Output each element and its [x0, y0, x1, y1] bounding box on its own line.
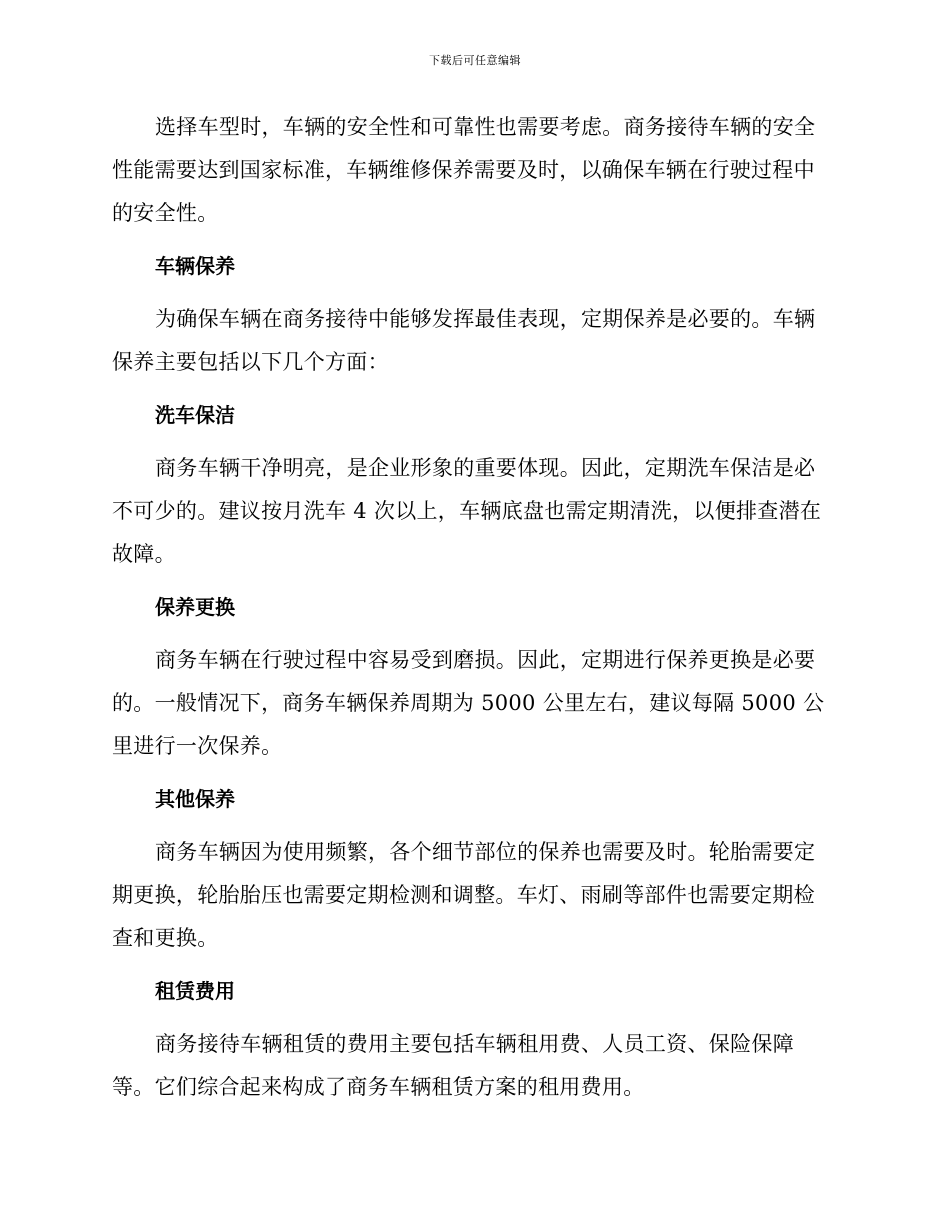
paragraph-car-wash: 商务车辆干净明亮，是企业形象的重要体现。因此，定期洗车保洁是必不可少的。建议按月洗车 4 次以上，车辆底盘也需定期清洗，以便排查潜在故障。	[112, 456, 822, 566]
paragraph-rental-cost: 商务接待车辆租赁的费用主要包括车辆租用费、人员工资、保险保障等。它们综合起来构成了商务车辆租赁方案的租用费用。	[112, 1032, 794, 1099]
paragraph-maintenance-replacement: 商务车辆在行驶过程中容易受到磨损。因此，定期进行保养更换是必要的。一般情况下，商务车辆保养周期为 5000 公里左右，建议每隔 5000 公里进行一次保养。	[112, 648, 825, 758]
heading-maintenance-replacement: 保养更换	[155, 595, 235, 619]
document-body	[112, 106, 832, 1119]
page-header: 下载后可任意编辑	[429, 54, 521, 67]
paragraph-other-maintenance: 商务车辆因为使用频繁，各个细节部位的保养也需要及时。轮胎需要定期更换，轮胎胎压也需要定期检测和调整。车灯、雨刷等部件也需要定期检查和更换。	[112, 840, 816, 950]
paragraph-maintenance-intro: 为确保车辆在商务接待中能够发挥最佳表现，定期保养是必要的。车辆保养主要包括以下几个方面：	[112, 307, 816, 374]
heading-rental-cost: 租赁费用	[155, 979, 235, 1003]
paragraph-vehicle-safety: 选择车型时，车辆的安全性和可靠性也需要考虑。商务接待车辆的安全性能需要达到国家标准，车辆维修保养需要及时，以确保车辆在行驶过程中的安全性。	[112, 115, 816, 225]
heading-vehicle-maintenance: 车辆保养	[155, 254, 235, 278]
heading-other-maintenance: 其他保养	[155, 787, 235, 811]
heading-car-wash: 洗车保洁	[155, 403, 235, 427]
